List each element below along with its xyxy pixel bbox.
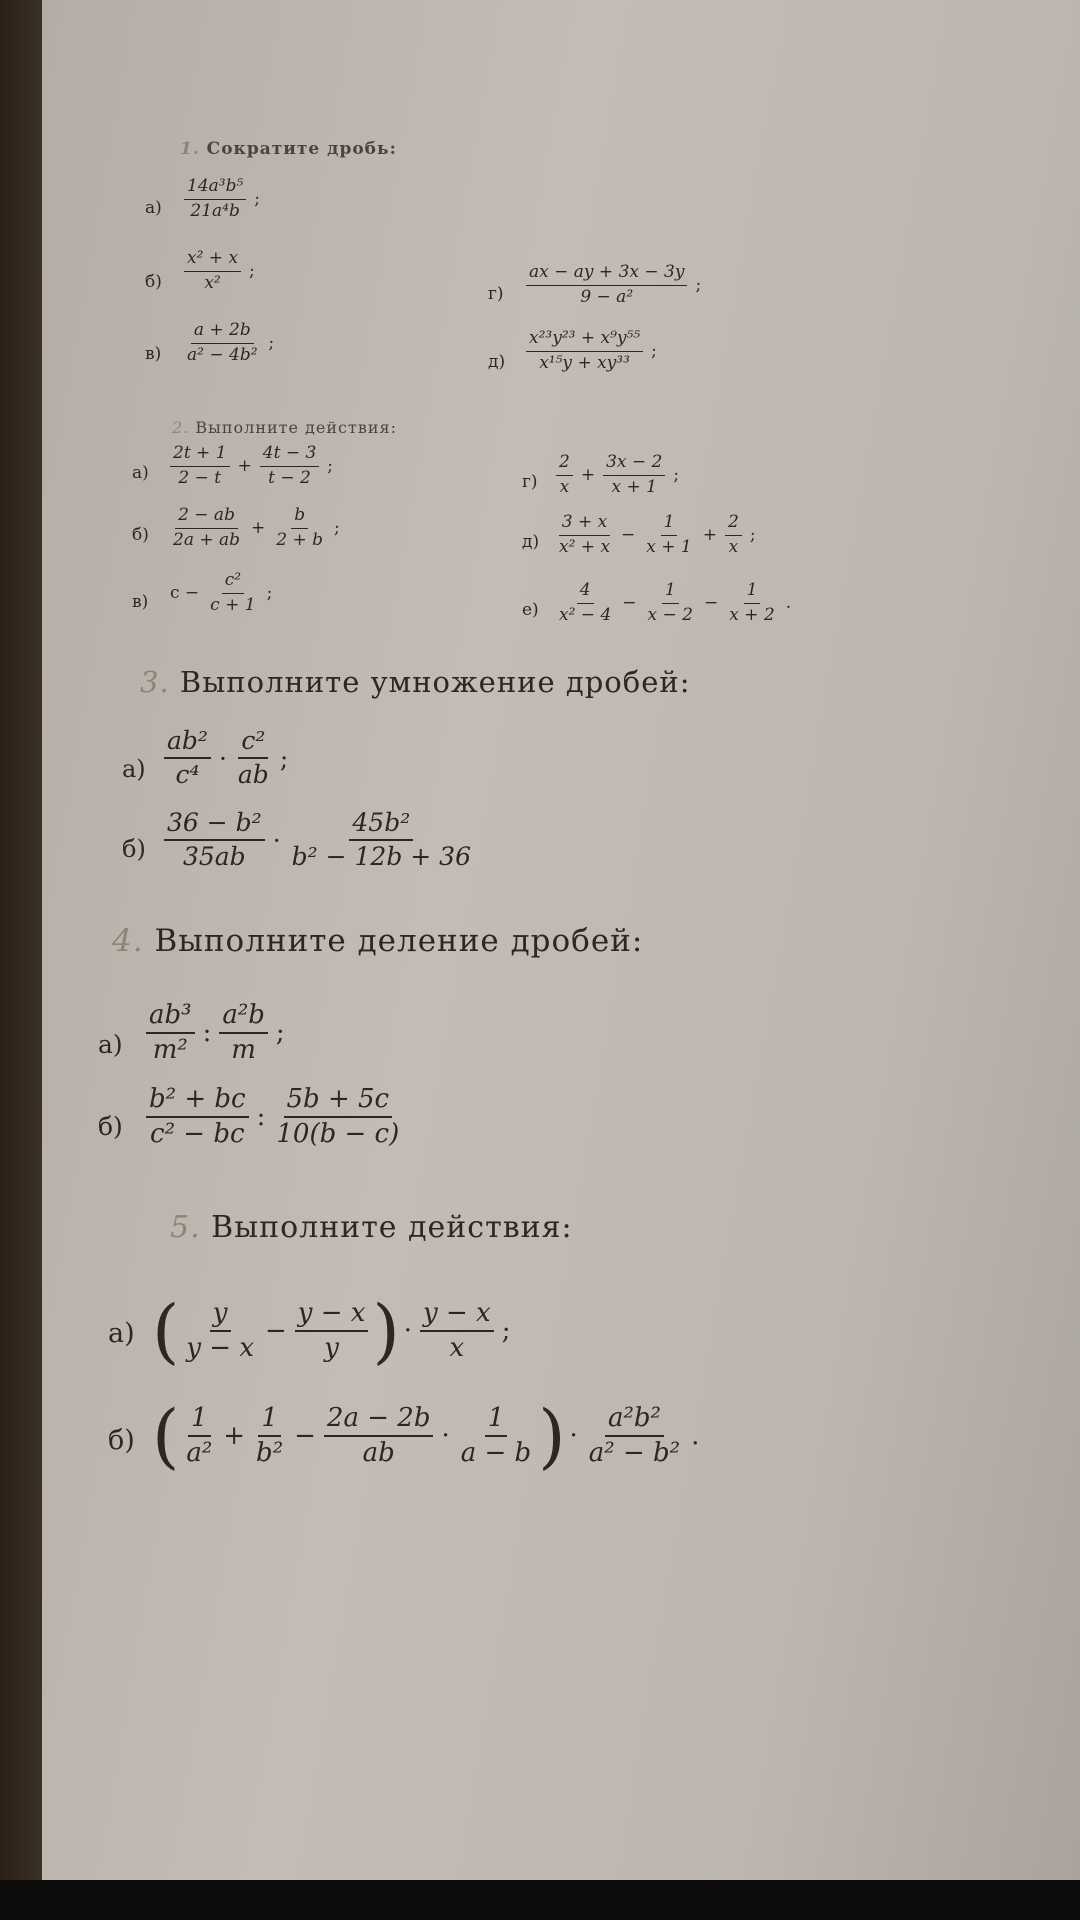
s3-b-expression <box>160 810 486 871</box>
s2-g-expression <box>552 454 683 497</box>
s2-g-label: г) <box>522 472 538 492</box>
s3-a-end: ; <box>279 743 289 773</box>
s5-b-op3: · <box>441 1421 450 1451</box>
s2-e-f3-numerator: 1 <box>744 582 761 604</box>
section-3-title: Выполните умножение дробей: <box>179 665 691 699</box>
s2-e-f3-denominator: x + 2 <box>729 604 775 625</box>
s2-g-f2-denominator: x + 1 <box>611 476 657 497</box>
s2-d-end: ; <box>749 525 756 546</box>
s2-d-f1-denominator: x² + x <box>559 536 611 557</box>
s2-e-f2-denominator: x − 2 <box>647 604 693 625</box>
s4-a-f2-numerator: a²b <box>219 1002 268 1034</box>
s3-b-op: · <box>272 825 281 855</box>
s1-b-expression <box>180 250 259 293</box>
s2-e-f1-numerator: 4 <box>577 582 594 604</box>
s5-b-label: б) <box>108 1425 135 1456</box>
s3-a-f1-denominator: c⁴ <box>175 760 200 790</box>
s3-a-op: · <box>218 743 227 773</box>
table-background-left <box>0 0 42 1920</box>
s1-a-numerator: 14a³b⁵ <box>184 178 246 200</box>
section-2-heading <box>172 418 397 437</box>
s5-b-f4-denominator: a − b <box>460 1438 532 1468</box>
s1-a-label: а) <box>145 198 162 218</box>
s4-a-op: : <box>202 1018 212 1049</box>
s2-e-op2: − <box>704 593 719 614</box>
s5-b-f5-denominator: a² − b² <box>588 1438 681 1468</box>
s2-g-end: ; <box>673 465 680 486</box>
s2-d-f3-denominator: x <box>728 536 739 557</box>
section-5-number: 5. <box>170 1210 201 1245</box>
s4-b-f1-denominator: c² − bc <box>150 1119 245 1150</box>
s1-a-end: ; <box>254 189 261 210</box>
s5-b-left-paren: ( <box>152 1395 180 1477</box>
s2-e-f2-numerator: 1 <box>662 582 679 604</box>
s1-b-end: ; <box>249 261 255 282</box>
s2-b-f2-numerator: b <box>291 507 308 529</box>
s5-b-f3-numerator: 2a − 2b <box>324 1405 434 1437</box>
s5-a-expression <box>152 1290 514 1372</box>
s1-v-expression <box>180 322 278 365</box>
s5-a-left-paren: ( <box>152 1290 180 1372</box>
s2-a-f1-numerator: 2t + 1 <box>170 445 230 467</box>
s1-v-label: в) <box>145 344 162 364</box>
s2-v-label: в) <box>132 592 149 612</box>
section-4-heading <box>112 923 643 959</box>
s2-d-op1: − <box>621 525 636 546</box>
s2-a-end: ; <box>327 456 334 477</box>
s4-a-f1-numerator: ab³ <box>146 1002 195 1034</box>
s2-b-f1-denominator: 2a + ab <box>173 529 241 550</box>
section-1-number: 1. <box>180 139 200 159</box>
s4-a-label: а) <box>98 1030 123 1059</box>
s2-b-f2-denominator: 2 + b <box>276 529 324 550</box>
s2-a-label: а) <box>132 463 149 483</box>
table-background-bottom <box>0 1880 1080 1920</box>
s2-g-f1-numerator: 2 <box>556 454 573 476</box>
s5-a-end: ; <box>501 1316 511 1346</box>
s2-a-f2-numerator: 4t − 3 <box>260 445 320 467</box>
s5-b-f2-numerator: 1 <box>258 1405 281 1437</box>
s5-b-f2-denominator: b² <box>256 1438 284 1468</box>
section-1-title: Сократите дробь: <box>206 139 397 159</box>
s2-e-expression <box>552 582 795 625</box>
s5-b-f3-denominator: ab <box>362 1438 395 1468</box>
s5-a-op2: · <box>403 1316 413 1346</box>
s1-v-denominator: a² − 4b² <box>187 344 258 365</box>
s1-d-numerator: x²³y²³ + x⁹y⁵⁵ <box>526 330 643 352</box>
section-2-number: 2. <box>172 418 190 437</box>
s5-b-f1-denominator: a² <box>186 1438 213 1468</box>
s5-a-f1-denominator: y − x <box>186 1333 254 1363</box>
s2-e-f1-denominator: x² − 4 <box>559 604 612 625</box>
s5-a-f2-numerator: y − x <box>295 1300 369 1332</box>
s4-b-f2-denominator: 10(b − c) <box>276 1119 400 1150</box>
s1-d-label: д) <box>488 352 506 372</box>
s2-d-label: д) <box>522 532 540 552</box>
s1-d-denominator: x¹⁵y + xy³³ <box>539 352 630 373</box>
s1-a-denominator: 21a⁴b <box>190 200 240 221</box>
s2-a-f2-denominator: t − 2 <box>268 467 311 488</box>
s2-b-end: ; <box>334 518 340 539</box>
s5-b-f4-numerator: 1 <box>485 1405 508 1437</box>
s2-e-label: е) <box>522 600 539 620</box>
s3-b-label: б) <box>122 835 146 863</box>
s2-d-f2-numerator: 1 <box>661 514 678 536</box>
section-1-heading <box>180 139 397 159</box>
s2-v-lead: c − <box>170 583 200 604</box>
s1-g-numerator: ax − ay + 3x − 3y <box>526 264 687 286</box>
s4-b-op: : <box>256 1102 266 1133</box>
s2-d-f3-numerator: 2 <box>725 514 742 536</box>
s5-b-expression <box>152 1395 703 1477</box>
s5-a-right-paren: ) <box>372 1290 400 1372</box>
s2-b-label: б) <box>132 525 149 545</box>
section-3-number: 3. <box>140 665 170 699</box>
s3-a-f2-denominator: ab <box>237 760 269 790</box>
s4-b-expression <box>142 1086 414 1149</box>
s4-a-f2-denominator: m <box>231 1035 256 1066</box>
s2-v-expression <box>166 572 276 615</box>
s4-b-label: б) <box>98 1112 123 1141</box>
s2-b-f1-numerator: 2 − ab <box>175 507 238 529</box>
s3-a-f1-numerator: ab² <box>164 728 211 759</box>
s3-b-f2-denominator: b² − 12b + 36 <box>291 842 471 872</box>
s1-v-numerator: a + 2b <box>191 322 254 344</box>
s5-a-op1: − <box>264 1316 287 1346</box>
s3-a-label: а) <box>122 755 146 783</box>
s1-b-numerator: x² + x <box>184 250 241 272</box>
s5-a-f3-numerator: y − x <box>420 1300 494 1332</box>
s3-a-f2-numerator: c² <box>238 728 268 759</box>
s3-b-f1-denominator: 35ab <box>182 842 246 872</box>
s1-g-label: г) <box>488 284 504 304</box>
s3-b-f1-numerator: 36 − b² <box>164 810 265 841</box>
s2-e-op1: − <box>622 593 637 614</box>
s4-b-f2-numerator: 5b + 5c <box>284 1086 393 1118</box>
s5-b-f5-numerator: a²b² <box>605 1405 664 1437</box>
s5-a-label: а) <box>108 1318 135 1349</box>
s1-g-denominator: 9 − a² <box>580 286 634 307</box>
s4-a-end: ; <box>275 1018 285 1049</box>
s2-v-end: ; <box>266 583 273 604</box>
s2-v-f1-denominator: c + 1 <box>210 594 256 615</box>
s2-a-op: + <box>237 456 252 477</box>
s2-a-expression <box>166 445 337 488</box>
section-5-heading <box>170 1210 573 1245</box>
section-2-title: Выполните действия: <box>195 418 397 437</box>
s4-a-expression <box>142 1002 289 1065</box>
s4-b-f1-numerator: b² + bc <box>146 1086 249 1118</box>
s2-v-f1-numerator: c² <box>222 572 244 594</box>
s5-b-right-paren: ) <box>538 1395 566 1477</box>
s5-a-f1-numerator: y <box>210 1300 231 1332</box>
s1-d-end: ; <box>651 341 657 362</box>
s2-b-op: + <box>251 518 266 539</box>
s5-b-op4: · <box>569 1421 578 1451</box>
s5-b-f1-numerator: 1 <box>188 1405 211 1437</box>
s2-d-f2-denominator: x + 1 <box>646 536 692 557</box>
s1-g-expression <box>522 264 705 307</box>
section-4-title: Выполните деление дробей: <box>154 923 644 959</box>
s2-g-f2-numerator: 3x − 2 <box>603 454 665 476</box>
s2-d-op2: + <box>702 525 718 546</box>
s5-a-f3-denominator: x <box>449 1333 465 1363</box>
s4-a-f1-denominator: m² <box>152 1035 188 1066</box>
s1-a-expression <box>180 178 264 221</box>
s3-a-expression <box>160 728 292 789</box>
s1-d-expression <box>522 330 661 373</box>
s5-b-op2: − <box>294 1421 316 1451</box>
section-4-number: 4. <box>112 923 144 959</box>
s3-b-f2-numerator: 45b² <box>349 810 413 841</box>
s2-e-end: . <box>785 593 792 614</box>
s1-b-denominator: x² <box>204 272 221 293</box>
s2-g-op: + <box>580 465 596 486</box>
s2-d-f1-numerator: 3 + x <box>559 514 610 536</box>
s1-b-label: б) <box>145 272 162 292</box>
s2-g-f1-denominator: x <box>559 476 570 497</box>
s5-b-end: . <box>691 1421 700 1451</box>
s2-d-expression <box>552 514 760 557</box>
section-5-title: Выполните действия: <box>211 1210 573 1245</box>
s1-g-end: ; <box>695 275 702 296</box>
section-3-heading <box>140 665 690 699</box>
s5-b-op1: + <box>223 1421 246 1451</box>
s2-b-expression <box>166 507 344 550</box>
s2-a-f1-denominator: 2 − t <box>178 467 222 488</box>
s1-v-end: ; <box>268 333 275 354</box>
s5-a-f2-denominator: y <box>324 1333 339 1363</box>
